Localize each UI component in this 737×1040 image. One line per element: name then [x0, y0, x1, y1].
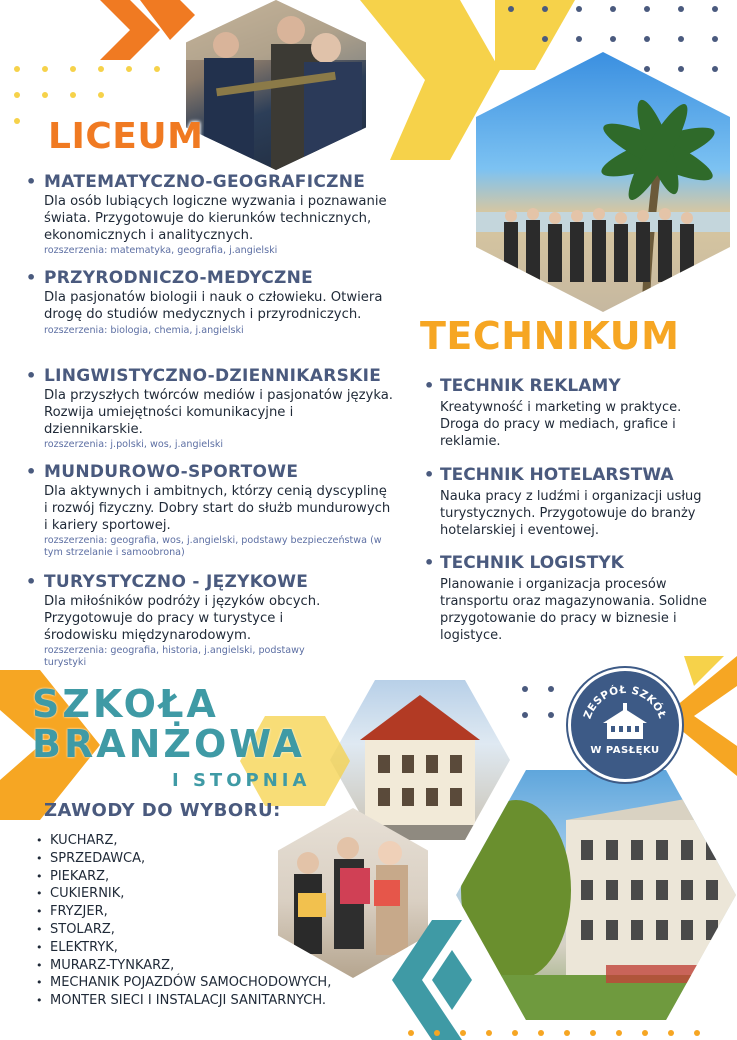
- program-description: Dla miłośników podróży i języków obcych. Przygotowuje do pracy w turystyce i środowisku międzynarodowym.: [44, 594, 321, 643]
- list-item: • MECHANIK POJAZDÓW SAMOCHODOWYCH,: [36, 974, 331, 992]
- liceum-program-3: [44, 366, 394, 451]
- jobs-list: [36, 832, 331, 1010]
- technikum-program-2: [440, 465, 720, 539]
- program-description: Nauka pracy z ludźmi i organizacji usług turystycznych. Przygotowuje do branży hotelarskiej i eventowej.: [440, 489, 702, 538]
- program-name: • TECHNIK LOGISTYK: [440, 553, 720, 573]
- list-item: • ELEKTRYK,: [36, 939, 331, 957]
- program-description: Dla przyszłych twórców mediów i pasjonatów języka. Rozwija umiejętności komunikacyjne i dziennikarskie.: [44, 388, 393, 437]
- school-logo-badge: [568, 668, 682, 782]
- liceum-program-5: [44, 572, 344, 668]
- list-item: • PIEKARZ,: [36, 868, 331, 886]
- program-extensions: rozszerzenia: geografia, historia, j.angielski, podstawy turystyki: [44, 645, 305, 668]
- svg-text:ZESPÓŁ SZKÓŁ: ZESPÓŁ SZKÓŁ: [581, 683, 669, 721]
- technikum-program-1: [440, 376, 710, 450]
- liceum-program-4: [44, 462, 394, 558]
- program-extensions: rozszerzenia: geografia, wos, j.angielski, podstawy bezpieczeństwa (w tym strzelanie i samoobrona): [44, 535, 382, 558]
- list-item: • MONTER SIECI I INSTALACJI SANITARNYCH.: [36, 992, 331, 1010]
- liceum-program-2: [44, 268, 384, 336]
- branzowa-title-line2: BRANŻOWA: [32, 722, 305, 766]
- list-item: • STOLARZ,: [36, 921, 331, 939]
- program-description: Dla pasjonatów biologii i nauk o człowieku. Otwiera drogę do studiów medycznych i przyrodniczych.: [44, 290, 383, 322]
- program-name: • TURYSTYCZNO - JĘZYKOWE: [44, 572, 344, 592]
- program-name: • TECHNIK REKLAMY: [440, 376, 710, 396]
- list-item: • MURARZ-TYNKARZ,: [36, 957, 331, 975]
- program-description: Kreatywność i marketing w praktyce. Droga do pracy w mediach, grafice i reklamie.: [440, 400, 682, 449]
- program-extensions: rozszerzenia: biologia, chemia, j.angielski: [44, 324, 244, 336]
- branzowa-subtitle: I STOPNIA: [172, 770, 311, 791]
- program-name: • TECHNIK HOTELARSTWA: [440, 465, 720, 485]
- program-extensions: rozszerzenia: matematyka, geografia, j.angielski: [44, 245, 278, 257]
- badge-line2: W PASŁĘKU: [590, 745, 660, 756]
- school-courtyard-photo: [456, 770, 736, 1020]
- program-description: Dla osób lubiących logiczne wyzwania i poznawanie świata. Przygotowuje do kierunków technicznych, ekonomicznych i analitycznych.: [44, 194, 387, 243]
- list-item: • KUCHARZ,: [36, 832, 331, 850]
- list-item: • FRYZJER,: [36, 903, 331, 921]
- list-item: • CUKIERNIK,: [36, 885, 331, 903]
- program-description: Dla aktywnych i ambitnych, którzy cenią dyscyplinę i rozwój fizyczny. Dobry start do służb mundurowych i kariery sportowej.: [44, 484, 391, 533]
- program-name: • PRZYRODNICZO-MEDYCZNE: [44, 268, 384, 288]
- teal-chevron-decoration: [392, 920, 482, 1040]
- technikum-title: TECHNIKUM: [420, 314, 680, 358]
- liceum-program-1: [44, 172, 414, 257]
- program-description: Planowanie i organizacja procesów transportu oraz magazynowania. Solidne przygotowanie do pracy w biznesie i logistyce.: [440, 577, 707, 643]
- jobs-heading: ZAWODY DO WYBORU:: [44, 800, 281, 821]
- list-item: • SPRZEDAWCA,: [36, 850, 331, 868]
- program-extensions: rozszerzenia: j.polski, wos, j.angielski: [44, 439, 224, 451]
- program-name: • LINGWISTYCZNO-DZIENNIKARSKIE: [44, 366, 394, 386]
- orange-chevron-decoration: [100, 0, 200, 60]
- program-name: • MATEMATYCZNO-GEOGRAFICZNE: [44, 172, 414, 192]
- branzowa-title-line1: SZKOŁA: [32, 682, 219, 726]
- dot-pattern-bottom-right: [408, 1030, 708, 1038]
- liceum-title: LICEUM: [48, 116, 204, 157]
- program-name: • MUNDUROWO-SPORTOWE: [44, 462, 394, 482]
- technikum-program-3: [440, 553, 720, 644]
